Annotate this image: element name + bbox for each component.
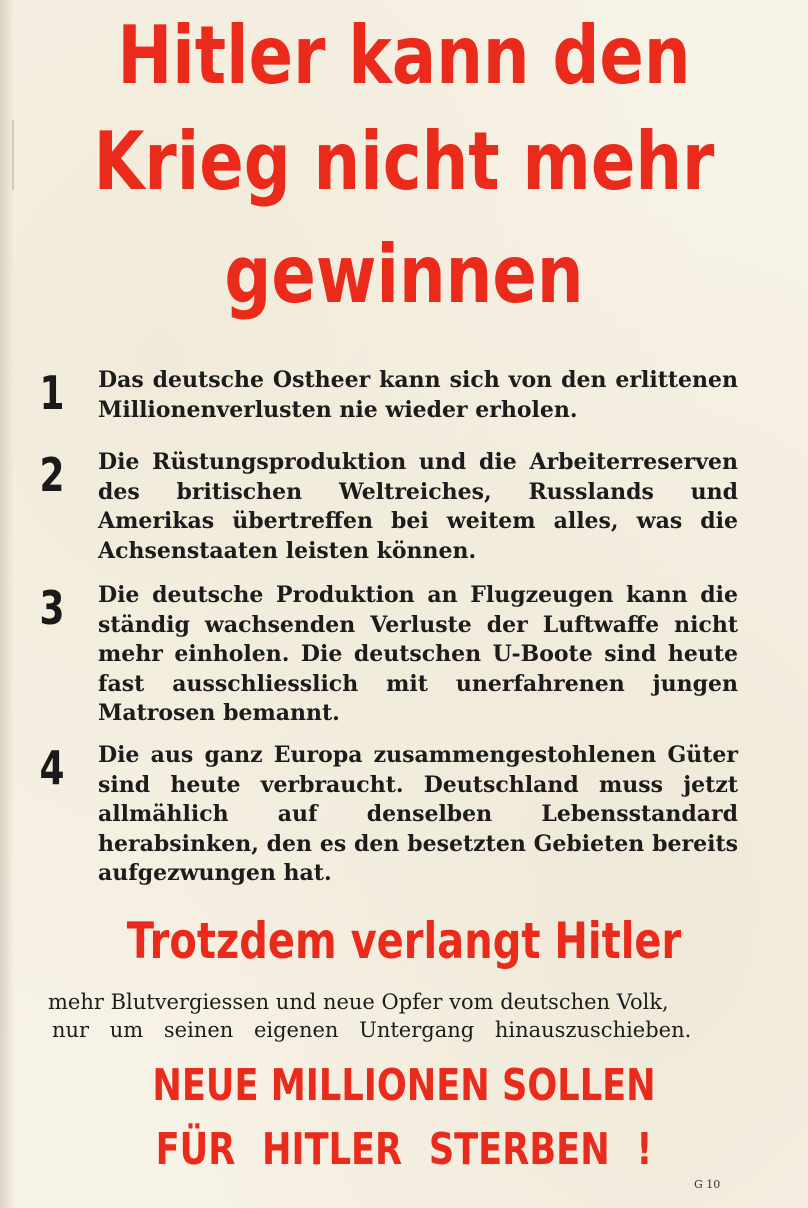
point-number: 1 xyxy=(39,366,65,420)
point-text: Die Rüstungsproduktion und die Arbeiterreserven des britischen Weltreiches, Russlands und Amerikas übertreffen bei weitem alles, was die Achsenstaaten leisten können. xyxy=(98,449,738,564)
headline-line-1: Hitler kann den xyxy=(117,9,691,102)
paper-crease xyxy=(12,120,14,190)
headline-line-2: Krieg nicht mehr xyxy=(93,115,715,208)
conclusion-heading: Trotzdem verlangt Hitler xyxy=(126,912,682,970)
conclusion-line-2: nur um seinen eigenen Untergang hinauszuschieben. xyxy=(52,1018,692,1042)
leaflet-code: G 10 xyxy=(694,1178,721,1191)
point-number: 3 xyxy=(39,581,65,635)
point-number: 4 xyxy=(39,741,65,795)
slogan-line-2: FÜR HITLER STERBEN ! xyxy=(155,1124,653,1175)
point-text: Das deutsche Ostheer kann sich von den erlittenen Millionenverlusten nie wieder erholen. xyxy=(98,367,738,423)
point-number: 2 xyxy=(39,448,65,502)
slogan-line-1: NEUE MILLIONEN SOLLEN xyxy=(152,1060,656,1111)
conclusion-line-1: mehr Blutvergiessen und neue Opfer vom deutschen Volk, xyxy=(48,990,669,1014)
point-text: Die aus ganz Europa zusammengestohlenen Güter sind heute verbraucht. Deutschland muss jetzt allmählich auf denselben Lebensstandard herabsinken, den es den besetzten Gebieten bereits aufgezwungen hat. xyxy=(98,742,738,886)
point-text: Die deutsche Produktion an Flugzeugen kann die ständig wachsenden Verluste der Luftwaffe nicht mehr einholen. Die deutschen U-Boote sind heute fast ausschliesslich mit unerfahrenen jungen Matrosen bemannt. xyxy=(98,582,738,726)
headline-line-3: gewinnen xyxy=(224,228,584,321)
